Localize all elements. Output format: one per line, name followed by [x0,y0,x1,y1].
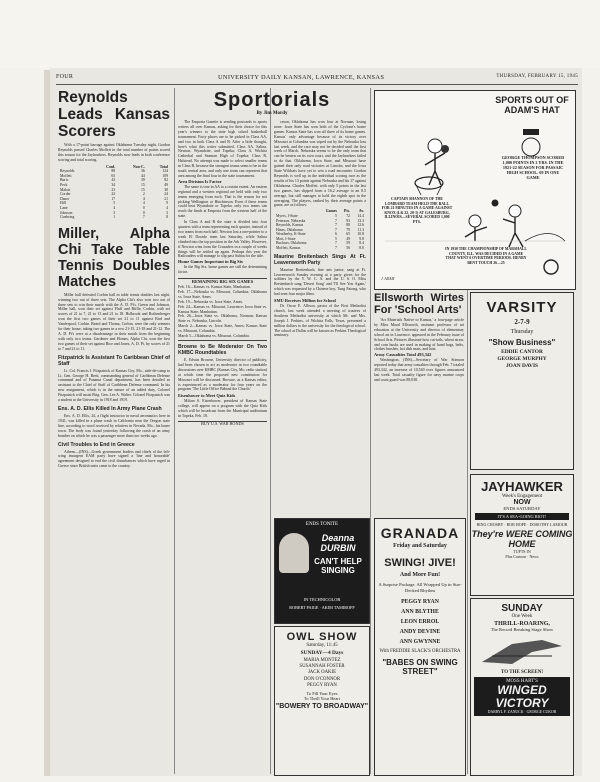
table-cell: Lane [60,205,68,210]
column-rule [174,88,175,774]
cartoon-caption-3: IN 1930 THE CHAMPIONSHIP OF MARSHALL COUNTY, ILL. WAS DECIDED IN A GAME THAT WENT 6 OVERTIME PERIODS. HENRY BENT TOUCH 26—25 [445,247,527,265]
granada-name: GRANADA [380,525,460,541]
sportorials-body3: In Class A and B the state is divided into four quarters with a team representing each quarter, instead of two teams from each half. Newton lost a one-pointer to a weak El Dorado team last Saturday, while Salina climbed into the top position in the Ark Valley. However, if Newton wins from the Crusaders in a couple of weeks things will be settled up again. Perhaps this year the Railroaders will manage to slip past Salina for the title. [178,220,267,259]
table-cell: 49 [164,183,168,187]
owl-title: OWL SHOW [286,631,358,643]
granada-days: Friday and Saturday [393,543,447,549]
table-cell: 124 [162,169,168,174]
reynolds-body: With a 17-point barrage against Oklahoma Tuesday night, Gordon Reynolds passed Charles Moffett in the total number of points scored this season for the Jayhawkers. Reynolds now leads in both conference scoring and total scoring. [58,143,170,162]
table-cell: 43 [111,178,116,183]
cast-member: ANN GWYNNE [399,639,441,646]
table-cell: 13.3 [357,218,364,223]
owl-day: Saturday, 11:45 [306,643,338,648]
miller-headline: Miller, Alpha Chi Take Table Tennis Doubles Matches [58,225,170,290]
sportorials-banner [178,90,366,116]
varsity-ad [470,292,574,470]
sunday-thrill: THRILL-ROARING, [494,621,550,627]
jayhawker-ends: ENDS SATURDAY [503,506,541,511]
column-ellsworth [374,292,464,514]
table-cell: Malott [60,187,71,192]
maurine-headline: Maurine Breitenbach Sings At Ft. Leavenworth Party [274,253,366,266]
scoring-table [58,165,170,220]
sportorials-body2: The same is true in AA to a certain extent. An eastern regional and a western regional are held with only two teams emerging from each. That is the reason for not picking Wellington or Hutchinson. Even if these teams could beat Wyandotte or Topeka, only two teams can reach the finals at Emporia from the western half of the state. [178,184,267,219]
jayhawker-stars: BING CROSBY · BOB HOPE · DOROTHY LAMOUR [476,522,568,527]
page-number: FOUR [56,74,74,80]
durbin-cast: ROBERT PAIGE · AKIM TAMIROFF [289,605,355,610]
table-cell: 4 [166,205,168,210]
miller-body: Miller hall defeated Corbin hall in table tennis doubles last night, winning two out of three sets. The Alpha Chi's also won two out of three sets to win their match with the A. D. Pi's. Green and Johnson, Miller hall, won their set against Fluff and Riffle, Corbin, with set scores of 21 to 7, 21 to 13 and 21 to 18. Holbrook and Rothenberger won the first two games of their set 21 to 11 against Bird and Vanderpool, Corbin. Beard and Thoma, Corbin, were the only winners for their house, taking two games in a row 21-15, 21-18 and 21-12. The A. D. Pi's were at a disadvantage in their match from the beginning with only two teams. Gardener and Homes, Alpha Chi, won the first two games of their set against Rice and Jones, A. D. Pi, by scores of 21 to 7 and 21 to 11. [58,292,170,351]
cartoon-caption-2: CAPTAIN SHANNON OF THE LOMBARD TEAM HELD THE BALL FOR 21 MINUTES IN A GAME AGAINST KNOX (LK 22, 20-1) AT GALESBURG, ILLINOIS—SEVERAL SCORED 1,000 PTS. [381,197,453,224]
casualties-body: Washington, (INS)—Secretary of War Stimson reported today that army casualties through Feb. 7 totaled 493,342, an increase of 10,540 over figures announced last week. Total casualty figure for navy marine corps and coast guard was 88,038. [374,358,464,382]
column-rule [370,88,371,774]
owl-show-ad [274,626,370,776]
table-cell: 21 [164,196,168,201]
table-cell: 3 [113,210,116,215]
durbin-tech: IN TECHNICOLOR [303,597,341,602]
cast-member: MARIA MONTEZ [303,658,341,663]
eisenhower-headline: Eisenhower to Meet Quiz Kids [178,393,236,399]
table-cell: 65 [346,232,351,237]
jayhawker-film: They're WERE COMING HOME [471,529,573,549]
cast-member: JOAN DAVIS [505,363,539,369]
table-cell: 7 [335,223,337,228]
table-header-cell: Games [325,209,337,214]
cast-member: SUSANNAH FOSTER [299,664,345,670]
browne-headline: Browne to Be Moderator On Two KMBC Roundtables [178,343,267,356]
table-cell: Weatherby, K-State [276,232,306,237]
jayhawker-note: TUFTS IN [513,549,531,554]
table-cell: 5 [335,236,337,241]
cast-member: ANN BLYTHE [401,609,439,616]
table-cell: 7 [335,241,337,246]
averages-table [274,209,366,250]
sportorials-body4: In the Big Six, home games are still the determining factor. [178,265,267,275]
sunday-week: One Week [511,614,533,619]
cast-member: ANDY DEVINE [399,629,441,636]
standings-body: ceson, Oklahoma has won four at Norman, losing none. Iowa State has won both of the Cyclone's home games. Kansas State has won all three of its home games. Kansas' only advantage because of its victory over Missouri at Columbia was wiped out by the Nebraska loss last week, and the race may not be decided until the first week of March. Nebraska seems to be the only team that can be beaten on its own court, and the Jayhawkers failed to do that. Oklahoma, Iowa State, and Missouri have gained their only road victories at Lincoln, and the Iowa State Wildcats have yet to win a road encounter. Gordon Reynolds is well up in the individual scoring race as the results of his 13 points against Nebraska and his 17 against Oklahoma. Charles Moffett, with only 5 points in the last two games, has slipped from a 16.2 average to an 8.5 average, but still manages to hold the eighth spot in the averaging. The players, ranked by their average points a game, are as follows: [274,120,366,208]
ellis-body: Ens. A. D. Ellis, 24, a flight instructor in naval aeronautics here in 1941, was killed in a plane crash in California near the Oregon state line, according to word received by relatives in Nevada, Mo., his home town. The body was found yesterday following the crash of an army bomber on which he was a passenger more than two weeks ago. [58,413,170,438]
table-cell: 65 [111,173,116,178]
schedule-line: March 5—Oklahoma vs. Missouri, Columbia. [178,334,250,339]
winged-victory-ad [470,598,574,776]
table-cell: 59 [346,241,351,246]
table-cell: 109 [162,173,168,178]
cartoon-artist: J. ADAM [381,277,395,281]
jayhawker-tagline: IT'S A SEA-GOING RIOT! [475,513,569,520]
sportorials-subhead2: Home Games Important in Big Six [178,259,244,265]
table-cell: 4 [113,205,116,210]
jayhawker-engagement: Week's Engagement [501,494,543,499]
jayhawker-status: NOW [513,499,531,506]
table-cell: Buckner, Oklahoma [276,241,307,246]
civil-headline: Civil Troubles to End in Greece [58,441,135,448]
sunday-day: SUNDAY [501,603,543,614]
table-cell: 8.0 [359,246,364,251]
eisenhower-body: Milton S. Eisenhower, president of Kansas State college, will appear on a program with the Quiz Kids which will be broadcast from the Municipal auditorium in Topeka, Feb. 18. [178,399,267,418]
war-bonds-slogan: BUY U.S. WAR BONDS [178,421,267,427]
table-cell: 44 [140,173,145,178]
smu-body: Dr. Oscar E. Allison, pastor of the First Methodist church, last week attended a meeting of trustees of Southern Methodist university at which Mr. and Mrs. Joseph J. Perkins, of Wichita Falls, Texas, presented a million dollars to the university for the theological school. The school at Dallas will be known as Perkins Theological seminary. [274,304,366,338]
table-cell: 39 [140,178,145,183]
jayhawker-ad [470,474,574,596]
big-six-header: REMAINING BIG SIX GAMES [191,279,254,285]
table-cell: 15 [140,187,145,192]
table-cell: 38 [164,187,168,192]
plane-illustration [472,634,572,668]
table-header-cell: Av. [358,209,364,214]
table-row [58,215,170,220]
table-cell: Moffett, Kansas [276,246,301,251]
table-header-cell: Non-C. [133,164,145,169]
owl-sub: SUNDAY—4 Days [300,650,344,656]
table-cell: Johnson [60,210,73,215]
sunday-presents: MOSS HART'S [506,679,538,684]
table-cell: Mott, I-State [276,236,296,241]
sportorials-byline: By Jim Mordy [256,111,288,116]
sportorials-body: The Emporia Gazette is sending postcards to sports writers all over Kansas, asking for their choice for this year's winners to the state high school basketball tournament. Forty places are to be picked in Class AA, and two in both Class A and B. After a little thought, here's what this writer submitted. Class AA, Salina, Newton, Wyandotte, and Topeka; Class A, Wichita Cathedral and Seaman High of Topeka; Class B, Halstead. No attempt was made to select smaller teams in Class B, because the strongest teams seem to be in the south central area, and only one team can represent that area among the final four in the state tournament. [178,120,267,178]
table-cell: 88 [111,169,116,174]
cast-member: DON O'CONNOR [303,676,341,682]
civil-body: Athens—(INS)—Greek government leaders and chiefs of the left-wing insurgent EAM party have signed a 'fine and honorable' agreement designed to end the civil disturbances which have raged in Greece since British units came to the country. [58,449,170,469]
fitzpatrick-body: Lt. Col. Francis J. Fitzpatrick of Kansas City, Mo., aide-de-camp to Lt. Gen. George H. Brett, commanding general of Caribbean Defense command and of Panama Canal department, has been detailed as assistant to the Chief of Staff of Caribbean Defense command. In his new assignment, which is in the nature of an added duty, Colonel Fitzpatrick will assist Brig. Gen. Lee A. Walter. Colonel Fitzpatrick was a student at the University in 1918 and 1919. [58,368,170,403]
table-cell: Reynolds [60,169,75,174]
sportorials-subhead: Area Division Is Factor [178,178,222,184]
granada-film2: "BABES ON SWING STREET" [382,658,458,677]
schedule-line: Feb. 16—Kansas vs. Kansas State, Manhattan. [178,285,251,289]
masthead-rule [56,84,578,85]
cast-member: PEGGY RYAN [401,599,439,606]
cartoon-caption-1: GEORGE THOMPSON SCORED 1,000 POINTS IN 2 YRS. IN THE 1921-22 SEASON FOR PASSAIC HIGH SCHOOL. 69 IN ONE GAME [501,155,565,180]
granada-more: And More Fun! [399,572,441,578]
table-cell: 4 [142,196,145,201]
scan-top-margin [0,0,600,68]
table-row [274,246,366,251]
table-cell: Myers, I-State [276,213,298,218]
sunday-record: The Record Breaking Stage Show [490,627,554,632]
table-cell: Reynolds, Kansas [276,223,304,228]
jayhawker-name: JAYHAWKER [481,479,563,494]
schedule-line: Feb. 26—Iowa State vs. Oklahoma, Norman; Kansas State vs. Nebraska, Lincoln. [178,314,267,324]
ellsworth-headline: Ellsworth Wirtes For 'School Arts' [374,292,464,316]
big-six-box [178,278,267,341]
table-cell: 7 [335,227,337,232]
schedule-line: March 2—Kansas vs. Iowa State, Ames; Kansas State vs. Missouri, Columbia. [178,324,267,334]
sports-cartoon [374,90,576,290]
owl-tagline1: To Fill Your Eyes [306,691,338,697]
smu-headline: SMU Receives Million for School [274,298,336,304]
sunday-film: WINGED VICTORY [495,683,549,710]
table-cell: 36 [140,169,145,174]
table-cell: 1 [113,215,116,220]
table-cell: Goehring [60,215,75,220]
table-cell: 8.4 [359,241,364,246]
reynolds-headline: Reynolds Leads Kansas Scorers [58,89,170,140]
table-cell: 7 [335,246,337,251]
table-cell: 11.3 [357,227,364,232]
table-cell: 4 [142,201,145,206]
winged-victory-banner [474,677,570,716]
cast-member: EDDIE CANTOR [501,349,543,355]
fitzpatrick-headline: Fitzpatrick Is Assistant To Caribbean Chief of Staff [58,354,170,367]
schedule-line: Feb. 17—Nebraska vs. Missouri, Columbia; Oklahoma vs. Iowa State, Ames. [178,289,267,299]
tonite-top: ENDS TONITE [305,522,339,527]
cast-member: PEGGY RYAN [307,682,337,688]
table-cell: 72 [346,213,351,218]
table-cell: 3 [166,210,168,215]
owl-tagline2: To Thrill Your Heart [304,696,340,702]
column-three [274,120,366,514]
table-cell: 8 [166,215,168,220]
table-cell: 93 [346,218,351,223]
table-cell: 2 [142,192,145,197]
maurine-body: Maurine Breitenbach, fine arts junior, sang at Ft. Leavenworth Sunday evening at a party given for the soldiers by the Y. W. C. A. and the U. S. O. Miss Breitenbach sang 'Desert Song' and 'I'll See You Again,' which was requested by a Chinese boy, Tung Fatong, who had seen four major films. [274,267,366,297]
cast-member: GEORGE MURPHY [497,356,547,362]
table-cell: 17 [111,196,116,201]
table-cell: Peterson, Nebraska [276,218,306,223]
table-cell: 9.8 [359,236,364,241]
paper-name: UNIVERSITY DAILY KANSAN, LAWRENCE, KANSAS [218,74,385,81]
column-rule [270,88,271,774]
table-cell: 6 [335,232,337,237]
cartoon-title: SPORTS OUT OF ADAM'S HAT [495,95,571,115]
jayhawker-sub: Plus Cartoon · News [505,554,539,559]
table-cell: 14.4 [357,213,364,218]
table-cell: Moffett [60,173,72,178]
table-cell: Peck [60,183,68,187]
table-cell: 12.6 [357,223,364,228]
varsity-feature: "Show Business" [488,338,556,347]
table-cell: 10.8 [357,232,364,237]
table-header-cell: Total [159,164,168,169]
table-cell: 5 [113,201,116,206]
table-cell: 56 [346,246,351,251]
casualties-headline: Army Casualties Total 493,342 [374,352,432,358]
owl-film: "BOWERY TO BROADWAY" [275,703,369,711]
durbin-ad [274,518,370,624]
table-cell: 0 [142,210,145,215]
table-cell: Hines, Oklahoma [276,227,303,232]
ellis-headline: Ens. A. D. Ellis Killed In Army Plane Crash [58,405,162,412]
sportorials-title: Sportorials [213,89,331,111]
varsity-time: 2-7-9 [514,318,530,326]
ellsworth-body: 'Art Materials Native to Kansas,' a four-page article by Miss Maud Ellsworth, assistant professor of art education at the University and director of elementary school art in Lawrence, appeared in the February issue of School Arts. Pictures illustrate how cat-tails, wheat straw, and corn husks are used in making of hand bags, belts, clothes brushes, hot dish mats, and hats. [374,318,464,352]
cast-member: LEON ERROL [400,619,440,626]
varsity-day: Thursday [510,329,534,335]
varsity-name: VARSITY [486,299,558,316]
granada-sub: A Surprise Package. All Wrapped Up in Star-Decked Rhythm [378,582,462,593]
column-left [58,89,170,774]
issue-date: THURSDAY, FEBRUARY 15, 1945 [496,74,578,79]
table-cell: 22 [111,192,116,197]
granada-with: With FREDDIE SLACK'S ORCHESTRA [379,649,461,655]
table-cell: Buric [60,178,69,183]
granada-ad [374,518,466,776]
table-cell: 23 [111,187,116,192]
column-rule [467,290,468,774]
sunday-screen: TO THE SCREEN! [500,670,544,675]
table-cell: 82 [164,178,168,183]
sunday-producer: DARRYL F. ZANUCK · GEORGE CUKOR [487,710,557,714]
table-cell: 49 [346,236,351,241]
table-cell: Hill [60,201,66,206]
durbin-film: CAN'T HELP SINGING [314,557,362,575]
table-cell: 24 [164,192,168,197]
column-sportorials [178,120,267,774]
table-cell: 9 [166,201,168,206]
table-cell: 34 [111,183,116,187]
durbin-portrait [279,533,309,573]
table-cell: 79 [346,227,351,232]
table-cell: 5 [335,213,337,218]
cast-member: JACK OAKIE [307,670,337,676]
schedule-line: Feb. 19—Nebraska vs. Iowa State, Ames. [178,299,243,304]
table-header-cell: Pts. [344,209,351,214]
table-header-cell: Conf. [106,164,116,169]
table-cell: 7 [142,215,145,220]
table-cell: 15 [140,183,145,187]
table-cell: 7 [335,218,337,223]
table-cell: 0 [142,205,145,210]
granada-film: SWING! JIVE! [384,557,456,569]
table-cell: 88 [346,223,351,228]
durbin-star: Deanna DURBIN [320,533,356,553]
schedule-line: Feb. 24—Kansas vs. Missouri, Lawrence; Iowa State vs. Kansas State, Manhattan. [178,304,267,314]
table-cell: Corder [60,192,71,197]
browne-body: E. Edwin Browne, University director of publicity, had been chosen to act as moderator in two roundtable discussions over KMBC (Kansas City, Mo. radio station) at which time the proposed new constitution for Missouri will be discussed. Browne, as a Kansas editor, is experienced as a moderator for four years on the program 'The Little Office Behind the Church.' [178,357,267,392]
table-cell: Dauer [60,196,70,201]
